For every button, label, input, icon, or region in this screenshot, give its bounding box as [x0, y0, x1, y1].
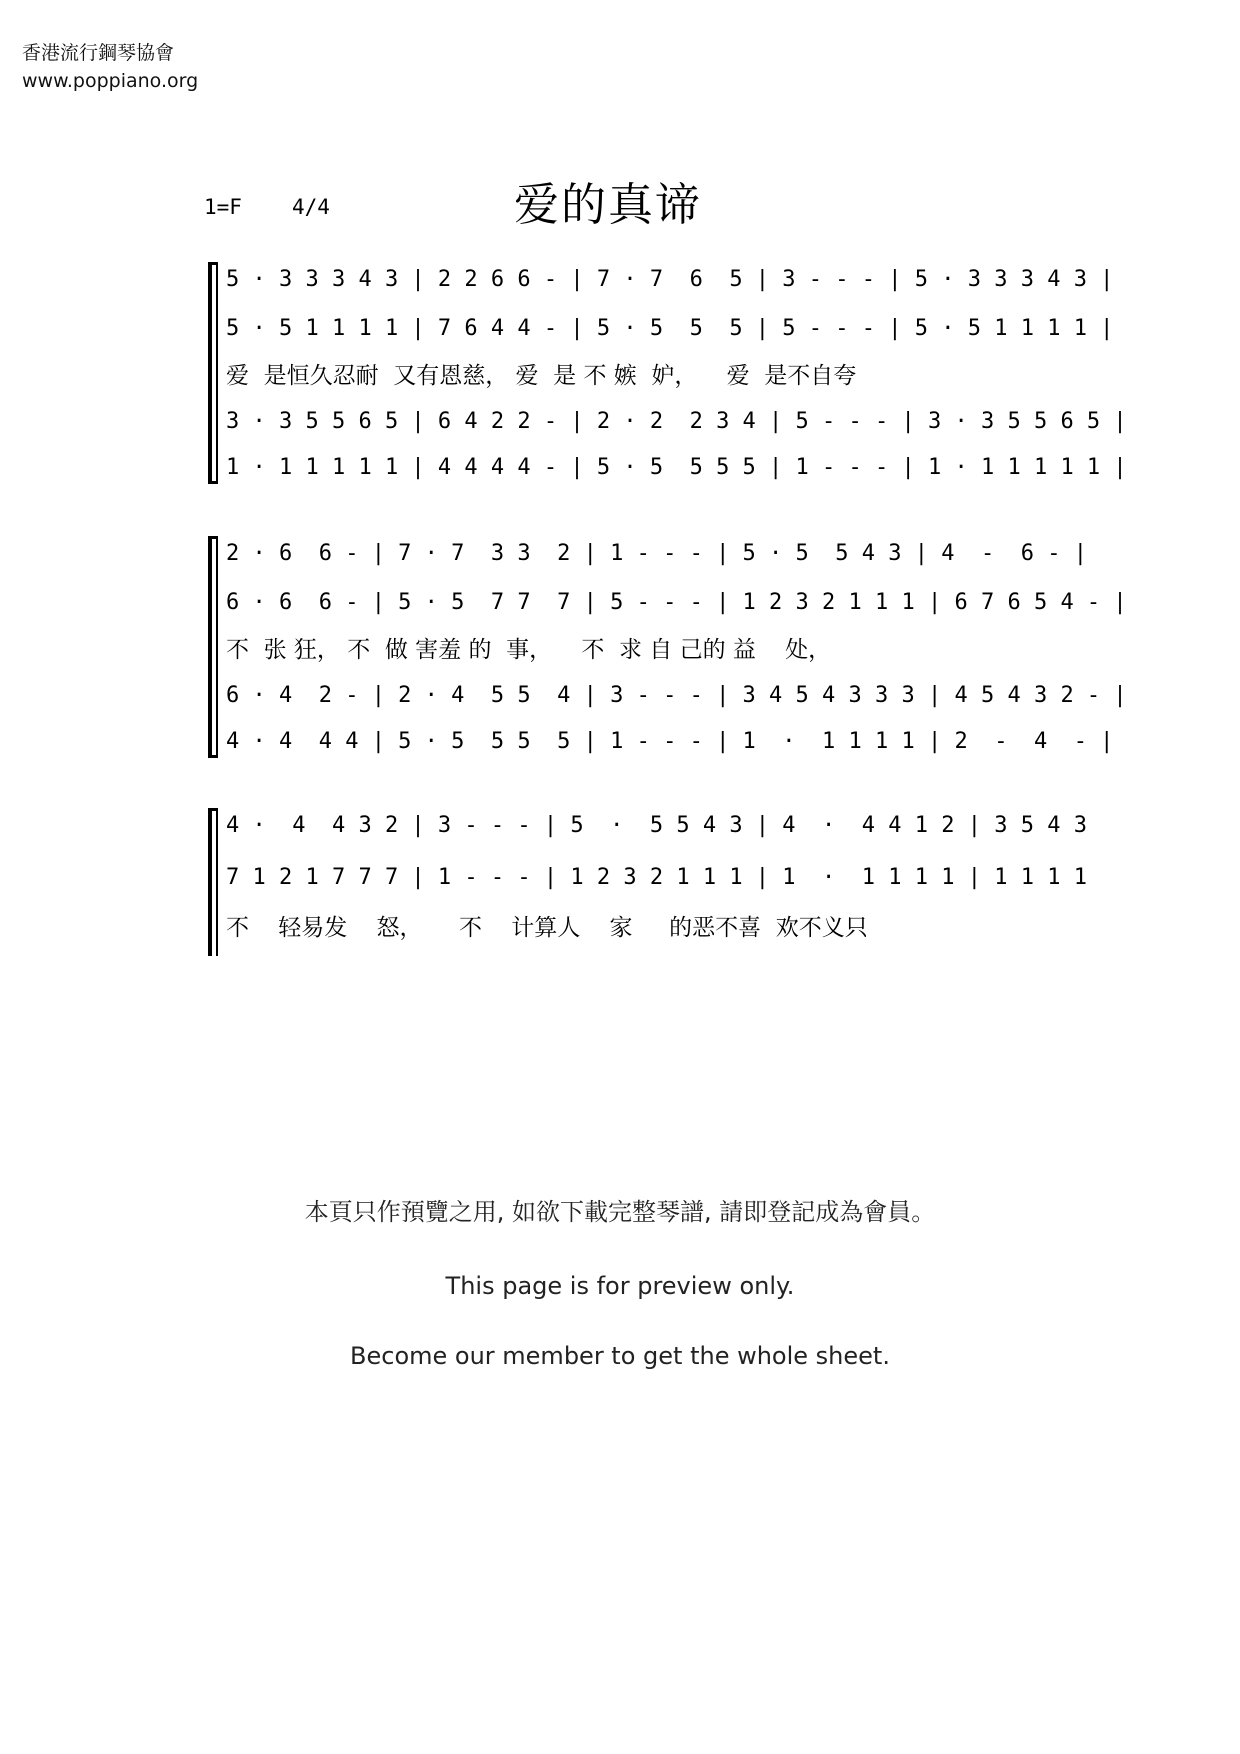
score-system-2	[208, 536, 1127, 766]
brace-bottom	[208, 481, 218, 484]
voice-tenor: 6 · 4 2 - | 2 · 4 5 5 4 | 3 - - - | 3 4 5 4 3 3 3 | 4 5 4 3 2 - |	[226, 683, 1127, 708]
brace-top	[208, 808, 218, 811]
website-url[interactable]: www.poppiano.org	[22, 70, 199, 92]
voice-alto: 6 · 6 6 - | 5 · 5 7 7 7 | 5 - - - | 1 2 3 2 1 1 1 | 6 7 6 5 4 - |	[226, 590, 1127, 615]
lyrics-line: 不 轻易发 怒， 不 计算人 家 的恶不喜 欢不义只	[226, 915, 868, 941]
brace-bottom	[208, 755, 218, 758]
system-brace-line	[216, 262, 218, 484]
preview-notice-chinese: 本頁只作預覽之用, 如欲下載完整琴譜, 請即登記成為會員。	[304, 1198, 936, 1226]
system-brace	[208, 808, 212, 956]
membership-notice: Become our member to get the whole sheet.	[350, 1342, 890, 1370]
voice-alto: 7 1 2 1 7 7 7 | 1 - - - | 1 2 3 2 1 1 1 | 1 · 1 1 1 1 | 1 1 1 1	[226, 865, 1087, 890]
brace-top	[208, 536, 218, 539]
lyrics-line: 爱 是恒久忍耐 又有恩慈， 爱 是 不 嫉 妒， 爱 是不自夸	[226, 363, 857, 389]
system-brace	[208, 536, 212, 758]
voice-alto: 5 · 5 1 1 1 1 | 7 6 4 4 - | 5 · 5 5 5 | 5 - - - | 5 · 5 1 1 1 1 |	[226, 316, 1114, 341]
brace-top	[208, 262, 218, 265]
system-brace-line	[216, 536, 218, 758]
system-brace-line	[216, 808, 218, 956]
score-system-3	[208, 808, 1108, 958]
voice-tenor: 3 · 3 5 5 6 5 | 6 4 2 2 - | 2 · 2 2 3 4 | 5 - - - | 3 · 3 5 5 6 5 |	[226, 409, 1127, 434]
system-brace	[208, 262, 212, 484]
score-system-1	[208, 262, 1127, 492]
voice-soprano: 4 · 4 4 3 2 | 3 - - - | 5 · 5 5 4 3 | 4 · 4 4 1 2 | 3 5 4 3	[226, 813, 1087, 838]
organization-name: 香港流行鋼琴協會	[22, 42, 175, 64]
song-title: 爱的真谛	[514, 178, 703, 231]
voice-soprano: 5 · 3 3 3 4 3 | 2 2 6 6 - | 7 · 7 6 5 | 3 - - - | 5 · 3 3 3 4 3 |	[226, 267, 1114, 292]
voice-soprano: 2 · 6 6 - | 7 · 7 3 3 2 | 1 - - - | 5 · 5 5 4 3 | 4 - 6 - |	[226, 541, 1087, 566]
lyrics-line: 不 张 狂， 不 做 害羞 的 事， 不 求 自 己的 益 处，	[226, 637, 832, 663]
time-signature: 4/4	[292, 195, 330, 219]
key-signature: 1=F	[204, 195, 242, 219]
preview-notice-english: This page is for preview only.	[445, 1272, 795, 1300]
voice-bass: 1 · 1 1 1 1 1 | 4 4 4 4 - | 5 · 5 5 5 5 | 1 - - - | 1 · 1 1 1 1 1 |	[226, 455, 1127, 480]
voice-bass: 4 · 4 4 4 | 5 · 5 5 5 5 | 1 - - - | 1 · 1 1 1 1 | 2 - 4 - |	[226, 729, 1114, 754]
